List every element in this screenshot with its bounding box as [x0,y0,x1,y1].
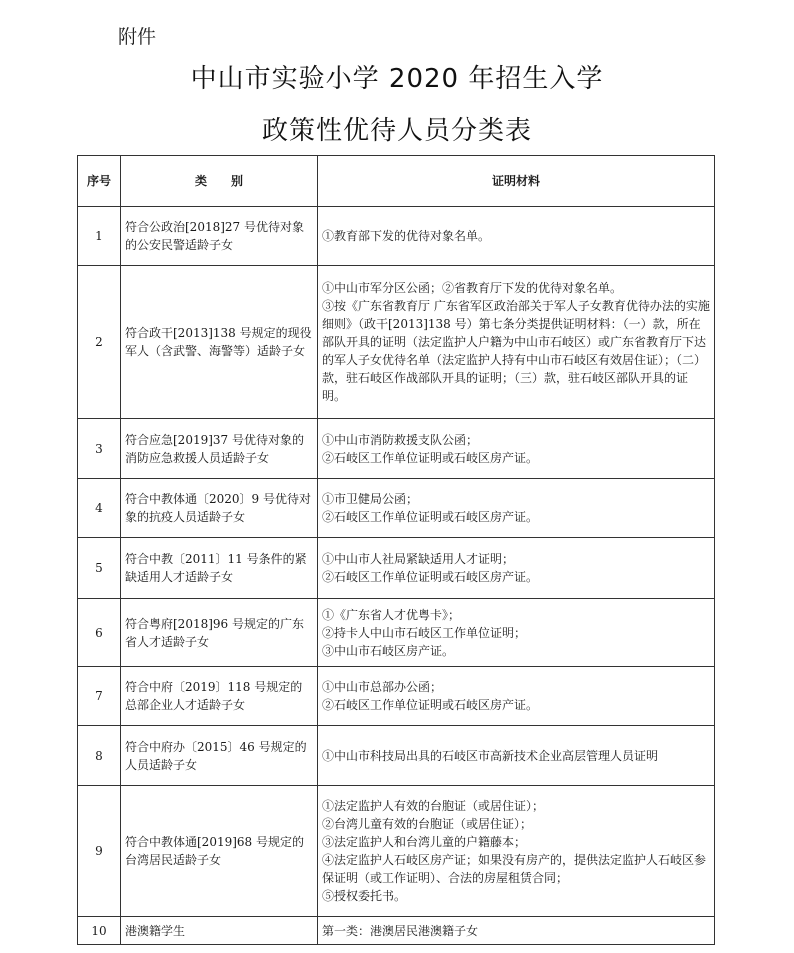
attachment-label: 附件 [118,26,157,48]
material-item: ①中山市总部办公函； [322,680,443,694]
row-num: 8 [78,726,121,786]
column-header-num: 序号 [78,156,121,207]
material-item: ②石岐区工作单位证明或石岐区房产证。 [322,450,539,465]
row-num: 9 [78,786,121,917]
row-materials [318,266,715,419]
table-header-row [78,156,715,207]
material-item: ①中山市科技局出具的石岐区市高新技术企业高层管理人员证明 [322,748,659,763]
document-title: 中山市实验小学 2020 年招生入学 [190,64,604,94]
material-item: ②石岐区工作单位证明或石岐区房产证。 [322,570,539,584]
row-num: 3 [78,419,121,479]
row-num: 6 [78,599,121,667]
row-category: 符合应急[2019]37 号优待对象的消防应急救援人员适龄子女 [121,419,318,479]
table-row [78,266,715,419]
row-materials [318,479,715,538]
material-item: ②石岐区工作单位证明或石岐区房产证。 [322,510,539,524]
policy-table [77,155,715,945]
table-row [78,667,715,726]
material-item: 第一类：港澳居民港澳籍子女 [322,923,479,938]
material-item: ①法定监护人有效的台胞证（或居住证）； [322,799,545,813]
row-materials [318,726,715,786]
document-subtitle: 政策性优待人员分类表 [261,116,532,146]
material-item: ①中山市消防救援支队公函； [322,432,479,447]
material-item: ①市卫健局公函； [322,492,419,506]
row-materials [318,917,715,945]
table-row [78,786,715,917]
row-materials [318,419,715,479]
row-category: 符合中教体通〔2020〕9 号优待对象的抗疫人员适龄子女 [121,479,318,538]
material-item: ②持卡人中山市石岐区工作单位证明； [322,625,527,640]
material-item: ⑤授权委托书。 [322,889,407,903]
material-item: ②台湾儿童有效的台胞证（或居住证）； [322,817,533,831]
table-row [78,207,715,266]
material-item: ③法定监护人和台湾儿童的户籍藤本； [322,835,527,849]
column-header-materials: 证明材料 [318,156,715,207]
row-category: 符合政干[2013]138 号规定的现役军人（含武警、海警等）适龄子女 [121,266,318,419]
row-category: 符合中府办〔2015〕46 号规定的人员适龄子女 [121,726,318,786]
row-materials [318,786,715,917]
row-num: 5 [78,538,121,599]
material-item: ③中山市石岐区房产证。 [322,643,455,658]
row-num: 7 [78,667,121,726]
table-row [78,726,715,786]
table-row [78,479,715,538]
material-item: ②石岐区工作单位证明或石岐区房产证。 [322,698,539,712]
row-num: 4 [78,479,121,538]
row-materials [318,667,715,726]
table-row [78,538,715,599]
table-row [78,419,715,479]
row-category: 符合粤府[2018]96 号规定的广东省人才适龄子女 [121,599,318,667]
material-item: ①中山市军分区公函；②省教育厅下发的优待对象名单。 [322,281,623,295]
row-num: 2 [78,266,121,419]
row-num: 1 [78,207,121,266]
material-item: ①教育部下发的优待对象名单。 [322,229,491,243]
material-item: ③按《广东省教育厅 广东省军区政治部关于军人子女教育优待办法的实施细则》（政干[2013]138 号）第七条分类提供证明材料：（一）款，所在部队开具的证明（法定监护人户籍为中山市石岐区）或广东省教育厅下达的军人子女优待名单（法定监护人持有中山市石岐区有效居住证）；（二）款，驻石岐区作战部队开具的证明；（三）款，驻石岐区部队开具的证明。 [322,299,710,403]
column-header-category: 类 别 [121,156,318,207]
row-category: 符合中教体通[2019]68 号规定的台湾居民适龄子女 [121,786,318,917]
table-row [78,917,715,945]
row-category: 符合公政治[2018]27 号优待对象的公安民警适龄子女 [121,207,318,266]
material-item: ①《广东省人才优粤卡》； [322,607,461,622]
row-materials [318,599,715,667]
material-item: ①中山市人社局紧缺适用人才证明； [322,552,515,566]
material-item: ④法定监护人石岐区房产证；如果没有房产的，提供法定监护人石岐区参保证明（或工作证明）、合法的房屋租赁合同； [322,853,707,885]
row-category: 符合中教〔2011〕11 号条件的紧缺适用人才适龄子女 [121,538,318,599]
row-materials [318,207,715,266]
row-materials [318,538,715,599]
row-category: 符合中府〔2019〕118 号规定的总部企业人才适龄子女 [121,667,318,726]
row-num: 10 [78,917,121,945]
table-row [78,599,715,667]
row-category: 港澳籍学生 [121,917,318,945]
